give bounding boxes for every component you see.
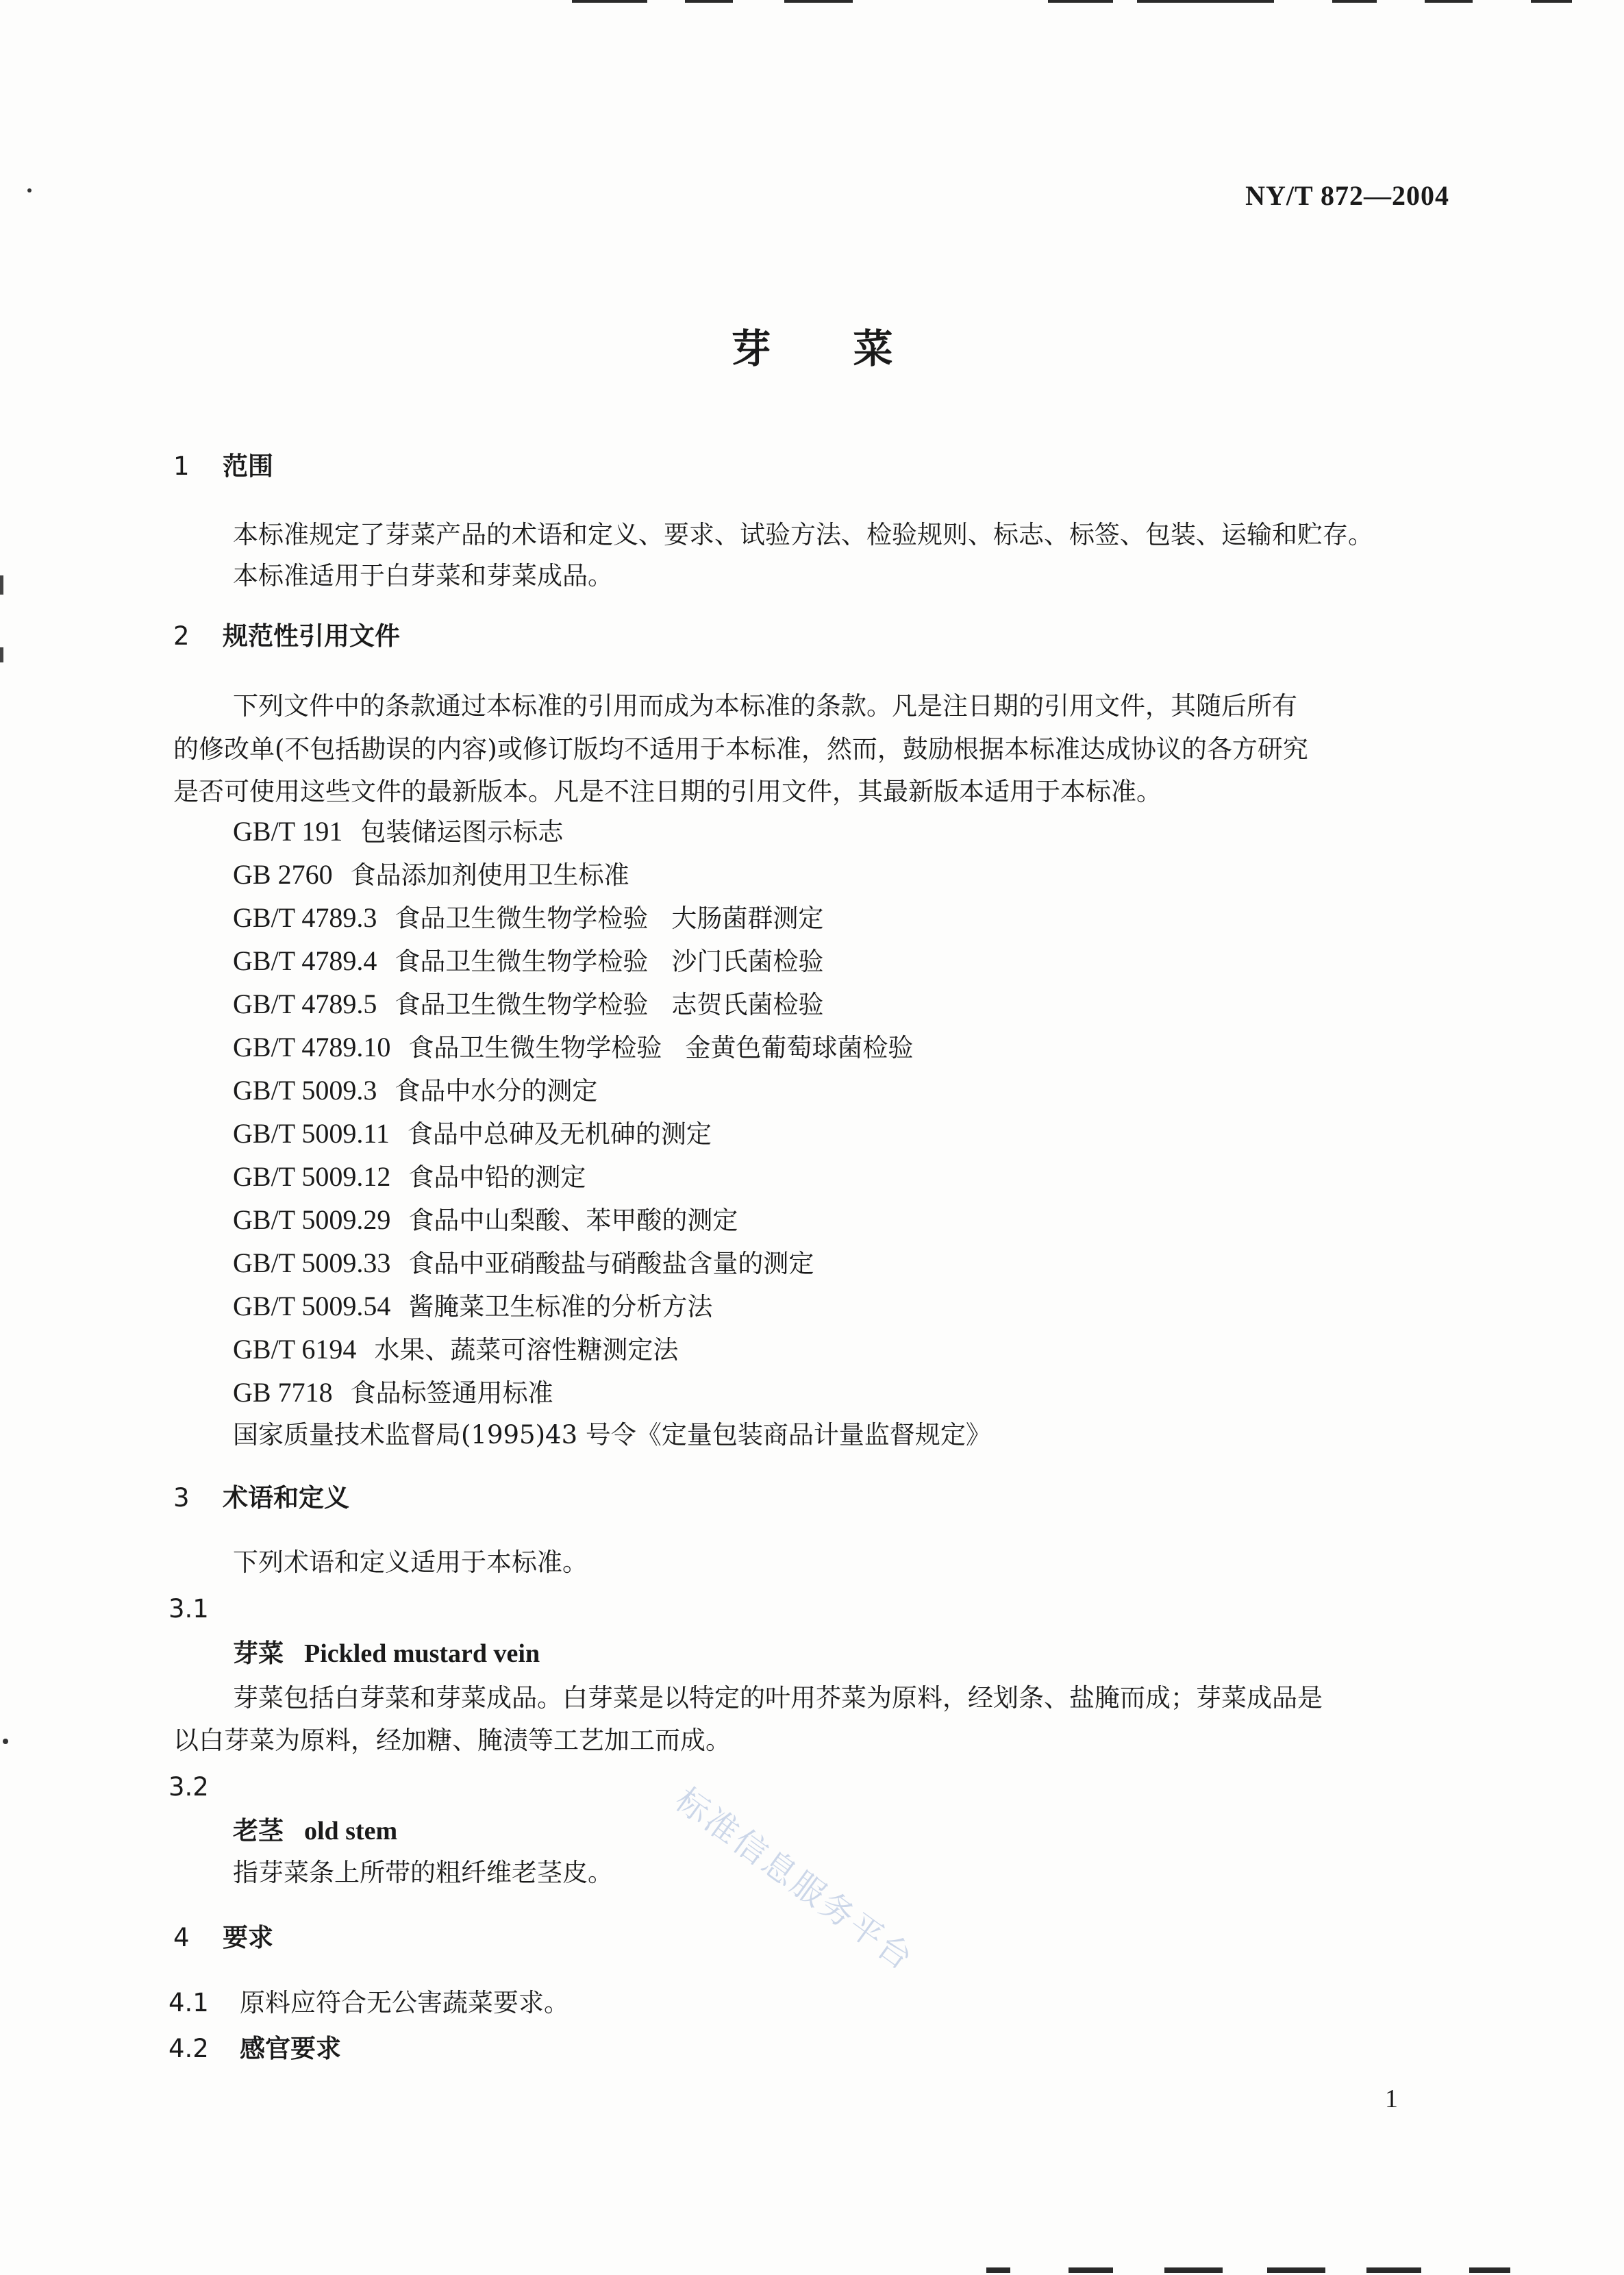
reference-title: 食品添加剂使用卫生标准: [350, 860, 629, 890]
scan-artifact-bottom: [1469, 2267, 1510, 2273]
reference-title: 食品卫生微生物学检验: [395, 947, 649, 976]
scan-artifact-bottom: [1267, 2267, 1325, 2273]
section-number: 1: [173, 451, 190, 481]
reference-item: [233, 1336, 678, 1363]
reference-item: [233, 1120, 712, 1147]
scan-artifact-dot: [27, 188, 32, 192]
reference-item: [233, 1163, 586, 1191]
reference-code: GB/T 4789.5: [233, 989, 377, 1019]
section-number: 2: [173, 621, 190, 651]
paragraph-line: 的修改单(不包括勘误的内容)或修订版均不适用于本标准，然而，鼓励根据本标准达成协议的各方研究: [173, 734, 1308, 764]
reference-subtitle: 志贺氏菌检验: [671, 990, 824, 1019]
scan-artifact-bottom: [1366, 2267, 1421, 2273]
paragraph-line: 下列文件中的条款通过本标准的引用而成为本标准的条款。凡是注日期的引用文件，其随后所有: [233, 691, 1297, 721]
decree-reference: 国家质量技术监督局(1995)43 号令《定量包装商品计量监督规定》: [233, 1420, 991, 1450]
clause-text: 原料应符合无公害蔬菜要求。: [240, 1988, 569, 2017]
clause-number: 4.2: [168, 2034, 209, 2063]
reference-title: 食品卫生微生物学检验: [395, 904, 649, 933]
reference-code: GB/T 4789.10: [233, 1032, 391, 1062]
section-2-heading: [173, 623, 400, 649]
term-english: old stem: [304, 1817, 398, 1845]
clause-text: 感官要求: [240, 2034, 341, 2063]
reference-code: GB/T 4789.4: [233, 945, 377, 976]
reference-code: GB/T 5009.54: [233, 1291, 391, 1321]
paragraph: 下列术语和定义适用于本标准。: [233, 1547, 588, 1577]
reference-code: GB/T 5009.11: [233, 1118, 390, 1149]
scan-artifact-top: [1531, 0, 1572, 3]
reference-title: 食品标签通用标准: [350, 1378, 553, 1408]
term-heading: [233, 1638, 540, 1668]
term-english: Pickled mustard vein: [304, 1639, 540, 1668]
scan-artifact-top: [1332, 0, 1377, 3]
standard-code: NY/T 872—2004: [1245, 180, 1449, 211]
reference-title: 食品中山梨酸、苯甲酸的测定: [408, 1206, 738, 1235]
scan-artifact-edge: [0, 575, 3, 595]
reference-item: [233, 1379, 553, 1406]
paragraph-line: 是否可使用这些文件的最新版本。凡是不注日期的引用文件，其最新版本适用于本标准。: [173, 777, 1162, 806]
reference-code: GB/T 6194: [233, 1334, 357, 1365]
reference-code: GB 7718: [233, 1377, 333, 1408]
page-number: 1: [1385, 2085, 1398, 2113]
scan-artifact-edge: [0, 647, 3, 662]
reference-item: [233, 904, 823, 932]
reference-code: GB/T 5009.12: [233, 1161, 391, 1192]
scan-artifact-top: [685, 0, 733, 3]
watermark: 标准信息服务平台: [668, 1780, 922, 1979]
reference-title: 食品中亚硝酸盐与硝酸盐含量的测定: [408, 1249, 814, 1278]
reference-title: 食品中铅的测定: [408, 1163, 586, 1192]
scan-artifact-top: [784, 0, 853, 3]
term-definition-line: 芽菜包括白芽菜和芽菜成品。白芽菜是以特定的叶用芥菜为原料，经划条、盐腌而成；芽菜成品是: [233, 1683, 1323, 1713]
scan-artifact-top: [572, 0, 647, 3]
section-number: 3: [173, 1483, 190, 1513]
term-definition-line: 以白芽菜为原料，经加糖、腌渍等工艺加工而成。: [173, 1726, 731, 1755]
document-title: 芽菜: [731, 325, 975, 372]
reference-code: GB/T 191: [233, 816, 343, 847]
section-1-heading: [173, 453, 273, 479]
section-title: 要求: [223, 1923, 273, 1952]
reference-title: 食品卫生微生物学检验: [408, 1033, 662, 1062]
reference-item: [233, 1293, 712, 1320]
section-4-heading: [173, 1925, 273, 1950]
reference-title: 食品中水分的测定: [395, 1076, 598, 1106]
reference-item: [233, 1206, 738, 1234]
scan-artifact-dot: [3, 1739, 8, 1744]
clause-4-1: [168, 1990, 569, 2015]
section-number: 4: [173, 1923, 190, 1952]
term-number: 3.1: [168, 1594, 209, 1624]
paragraph: 本标准规定了芽菜产品的术语和定义、要求、试验方法、检验规则、标志、标签、包装、运输和贮存。: [233, 520, 1373, 549]
scan-artifact-bottom: [1164, 2267, 1223, 2273]
term-chinese: 老茎: [233, 1815, 284, 1845]
section-3-heading: [173, 1485, 349, 1511]
paragraph: 本标准适用于白芽菜和芽菜成品。: [233, 561, 613, 590]
term-number: 3.2: [168, 1772, 209, 1802]
reference-item: [233, 1077, 597, 1104]
reference-subtitle: 沙门氏菌检验: [671, 947, 824, 976]
term-heading: [233, 1815, 398, 1845]
reference-item: [233, 1247, 814, 1278]
scan-artifact-top: [1048, 0, 1113, 3]
reference-code: GB/T 5009.3: [233, 1075, 377, 1106]
section-title: 术语和定义: [223, 1483, 349, 1513]
reference-title: 酱腌菜卫生标准的分析方法: [408, 1292, 713, 1321]
scan-artifact-bottom: [1069, 2267, 1113, 2273]
reference-item: [233, 818, 563, 845]
section-title: 规范性引用文件: [223, 621, 400, 651]
clause-number: 4.1: [168, 1988, 209, 2017]
reference-item: [233, 1034, 913, 1061]
reference-title: 食品中总砷及无机砷的测定: [407, 1119, 712, 1149]
reference-item: [233, 991, 823, 1018]
term-definition-line: 指芽菜条上所带的粗纤维老茎皮。: [233, 1858, 613, 1887]
reference-code: GB/T 5009.33: [233, 1247, 391, 1278]
term-chinese: 芽菜: [233, 1638, 284, 1668]
reference-title: 水果、蔬菜可溶性糖测定法: [374, 1335, 679, 1365]
reference-subtitle: 金黄色葡萄球菌检验: [685, 1033, 914, 1062]
reference-code: GB/T 5009.29: [233, 1204, 391, 1235]
reference-item: [233, 947, 823, 975]
reference-code: GB 2760: [233, 859, 333, 890]
scan-artifact-bottom: [986, 2267, 1010, 2273]
clause-4-2: [168, 2036, 341, 2061]
reference-subtitle: 大肠菌群测定: [671, 904, 824, 933]
section-title: 范围: [223, 451, 273, 481]
scan-artifact-top: [1425, 0, 1473, 3]
reference-code: GB/T 4789.3: [233, 902, 377, 933]
reference-title: 包装储运图示标志: [360, 817, 564, 847]
scan-artifact-top: [1137, 0, 1274, 3]
reference-title: 食品卫生微生物学检验: [395, 990, 649, 1019]
reference-item: [233, 861, 629, 888]
